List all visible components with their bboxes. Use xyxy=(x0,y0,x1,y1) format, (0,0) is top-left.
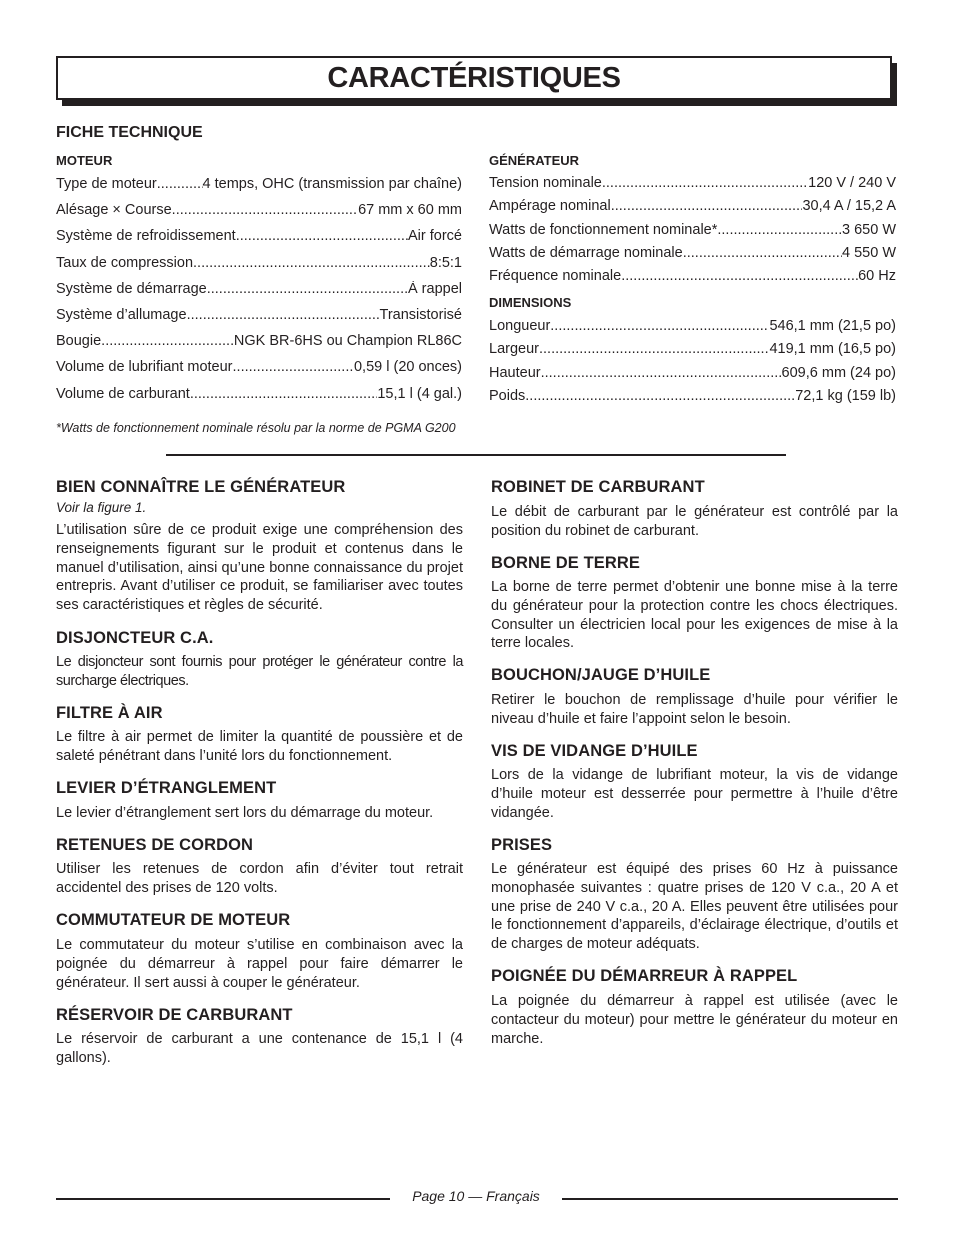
section-divider xyxy=(166,454,786,456)
filtre-title: FILTRE À AIR xyxy=(56,704,163,722)
vis-title: VIS DE VIDANGE D’HUILE xyxy=(491,742,698,760)
spec-label: Système de refroidissement xyxy=(56,228,236,245)
dot-leader xyxy=(541,365,782,381)
spec-label: Longueur xyxy=(489,318,551,334)
spec-value: 3 650 W xyxy=(842,221,896,238)
retenues-text: Utiliser les retenues de cordon afin d’éviter tout retrait accidentel des prises de 120 volts. xyxy=(56,861,463,896)
dot-leader xyxy=(207,281,408,297)
robinet-title: ROBINET DE CARBURANT xyxy=(491,478,705,496)
spec-value: 0,59 l (20 onces) xyxy=(353,359,462,376)
spec-label: Largeur xyxy=(489,341,539,358)
generateur-spec-row xyxy=(489,222,896,238)
dot-leader xyxy=(187,307,380,323)
moteur-spec-row xyxy=(56,255,462,271)
levier-text: Le levier d’étranglement sert lors du démarrage du moteur. xyxy=(56,805,434,821)
disjoncteur-title: DISJONCTEUR C.A. xyxy=(56,629,214,647)
spec-value: 546,1 mm (21,5 po) xyxy=(769,318,896,334)
bouchon-title: BOUCHON/JAUGE D’HUILE xyxy=(491,666,711,684)
spec-label: Watts de fonctionnement nominale* xyxy=(489,221,718,238)
dimensions-spec-row xyxy=(489,365,896,381)
dimensions-heading: DIMENSIONS xyxy=(489,295,572,310)
dot-leader xyxy=(621,268,858,284)
spec-label: Système d’allumage xyxy=(56,307,187,323)
moteur-spec-row xyxy=(56,333,462,349)
generateur-spec-row xyxy=(489,175,896,191)
disjoncteur-text: Le disjoncteur sont fournis pour protéger le générateur contre la surcharge électriques. xyxy=(56,654,463,689)
dimensions-spec-row xyxy=(489,341,896,357)
spec-value: 60 Hz xyxy=(858,268,896,285)
generateur-heading: GÉNÉRATEUR xyxy=(489,153,580,168)
dimensions-spec-row xyxy=(489,318,896,334)
poignee-title: POIGNÉE DU DÉMARREUR À RAPPEL xyxy=(491,967,798,985)
bien-title: BIEN CONNAÎTRE LE GÉNÉRATEUR xyxy=(56,478,346,496)
spec-value: Air forcé xyxy=(408,228,462,245)
borne-title: BORNE DE TERRE xyxy=(491,554,640,572)
spec-value: 609,6 mm (24 po) xyxy=(781,364,896,381)
spec-value: 67 mm x 60 mm xyxy=(358,202,462,219)
dot-leader xyxy=(602,175,808,191)
spec-label: Volume de carburant xyxy=(56,385,190,402)
dot-leader xyxy=(172,202,358,218)
bien-note: Voir la figure 1. xyxy=(56,500,147,515)
footer-rule-left xyxy=(56,1198,390,1200)
dot-leader xyxy=(611,198,803,214)
spec-value: 15,1 l (4 gal.) xyxy=(377,385,462,402)
bien-text: L’utilisation sûre de ce produit exige une compréhension des renseignements figurant sur le produit et contenus dans le manuel d’utilisation, ainsi qu’une bonne connaissance du projet entrepris. Avant d’utiliser ce produit, se familiariser avec toutes ses caractéristiques et règles de sécurité. xyxy=(56,522,463,614)
dot-leader xyxy=(157,176,203,192)
generateur-spec-row xyxy=(489,268,896,284)
generateur-spec-row xyxy=(489,245,896,261)
dimensions-spec-row xyxy=(489,388,896,404)
spec-label: Hauteur xyxy=(489,364,541,381)
dot-leader xyxy=(233,359,354,375)
borne-text: La borne de terre permet d’obtenir une bonne mise à la terre du générateur pour la protection contre les chocs électriques. Consulter un électricien local pour les exigences de mise à la terre locales. xyxy=(491,579,898,652)
moteur-spec-row xyxy=(56,307,462,323)
spec-value: 30,4 A / 15,2 A xyxy=(802,198,896,215)
spec-label: Ampérage nominal xyxy=(489,198,611,215)
retenues-title: RETENUES DE CORDON xyxy=(56,836,254,854)
dot-leader xyxy=(550,318,769,334)
spec-label: Volume de lubrifiant moteur xyxy=(56,359,233,376)
spec-label: Alésage × Course xyxy=(56,202,172,219)
fiche-heading: FICHE TECHNIQUE xyxy=(56,124,203,141)
dot-leader xyxy=(105,333,234,349)
commutateur-text: Le commutateur du moteur s’utilise en combinaison avec la poignée du démarreur à rappel pour faire démarrer le générateur. Il sert aussi à couper le générateur. xyxy=(56,937,463,991)
dot-leader xyxy=(539,341,769,357)
moteur-spec-row xyxy=(56,359,462,375)
dot-leader xyxy=(190,386,378,402)
vis-text: Lors de la vidange de lubrifiant moteur, la vis de vidange d’huile moteur est desserrée pour permettre à l’huile d’être vidangée. xyxy=(491,767,898,821)
generateur-spec-row xyxy=(489,198,896,214)
dot-leader xyxy=(717,222,842,238)
moteur-spec-row xyxy=(56,176,462,192)
reservoir-title: RÉSERVOIR DE CARBURANT xyxy=(56,1006,293,1024)
spec-label: Tension nominale xyxy=(489,175,602,191)
moteur-spec-row xyxy=(56,202,462,218)
spec-value: 4 550 W xyxy=(842,244,896,261)
poignee-text: La poignée du démarreur à rappel est utilisée (avec le contacteur du moteur) pour mettre le générateur du moteur en marche. xyxy=(491,993,898,1047)
footnote: *Watts de fonctionnement nominale résolu par la norme de PGMA G200 xyxy=(56,421,456,435)
dot-leader xyxy=(193,255,430,271)
dot-leader xyxy=(525,388,795,404)
moteur-spec-row xyxy=(56,228,462,244)
reservoir-text: Le réservoir de carburant a une contenance de 15,1 l (4 gallons). xyxy=(56,1031,463,1066)
robinet-text: Le débit de carburant par le générateur est contrôlé par la position du robinet de carburant. xyxy=(491,504,898,539)
spec-label: Poids xyxy=(489,387,526,404)
bouchon-text: Retirer le bouchon de remplissage d’huile pour vérifier le niveau d’huile et faire l’appoint selon le besoin. xyxy=(491,692,898,727)
spec-value: 419,1 mm (16,5 po) xyxy=(769,341,896,358)
spec-label: Taux de compression xyxy=(56,254,194,271)
page-footer: Page 10 — Français xyxy=(412,1188,540,1204)
spec-value: Transistorisé xyxy=(379,307,462,323)
spec-label: Fréquence nominale xyxy=(489,268,622,285)
commutateur-title: COMMUTATEUR DE MOTEUR xyxy=(56,911,291,929)
spec-value: À rappel xyxy=(407,280,462,297)
moteur-spec-row xyxy=(56,281,462,297)
spec-label: Type de moteur xyxy=(56,176,157,192)
spec-label: Watts de démarrage nominale xyxy=(489,244,683,261)
moteur-heading: MOTEUR xyxy=(56,153,113,168)
filtre-text: Le filtre à air permet de limiter la quantité de poussière et de saleté pénétrant dans l’unité lors du fonctionnement. xyxy=(56,729,463,764)
moteur-spec-row xyxy=(56,386,462,402)
levier-title: LEVIER D’ÉTRANGLEMENT xyxy=(56,779,277,797)
spec-value: 72,1 kg (159 lb) xyxy=(795,387,896,404)
dot-leader xyxy=(236,228,408,244)
spec-value: NGK BR-6HS ou Champion RL86C xyxy=(233,333,462,350)
spec-value: 120 V / 240 V xyxy=(808,175,896,191)
spec-value: 8:5:1 xyxy=(429,254,462,271)
spec-label: Bougie. xyxy=(56,333,106,350)
footer-rule-right xyxy=(562,1198,898,1200)
spec-value: 4 temps, OHC (transmission par chaîne) xyxy=(202,176,462,192)
prises-title: PRISES xyxy=(491,836,553,854)
dot-leader xyxy=(683,245,842,261)
page-title: CARACTÉRISTIQUES xyxy=(56,56,892,100)
spec-label: Système de démarrage xyxy=(56,280,207,297)
prises-text: Le générateur est équipé des prises 60 Hz à puissance monophasée suivantes : quatre prises de 120 V c.a., 20 A et une prise de 240 V c.a., 20 A. Elles peuvent être utilisées pour le fonctionnement d’appareils, d’éclairage électrique, d’outils et de charges de moteur adéquats. xyxy=(491,861,898,953)
